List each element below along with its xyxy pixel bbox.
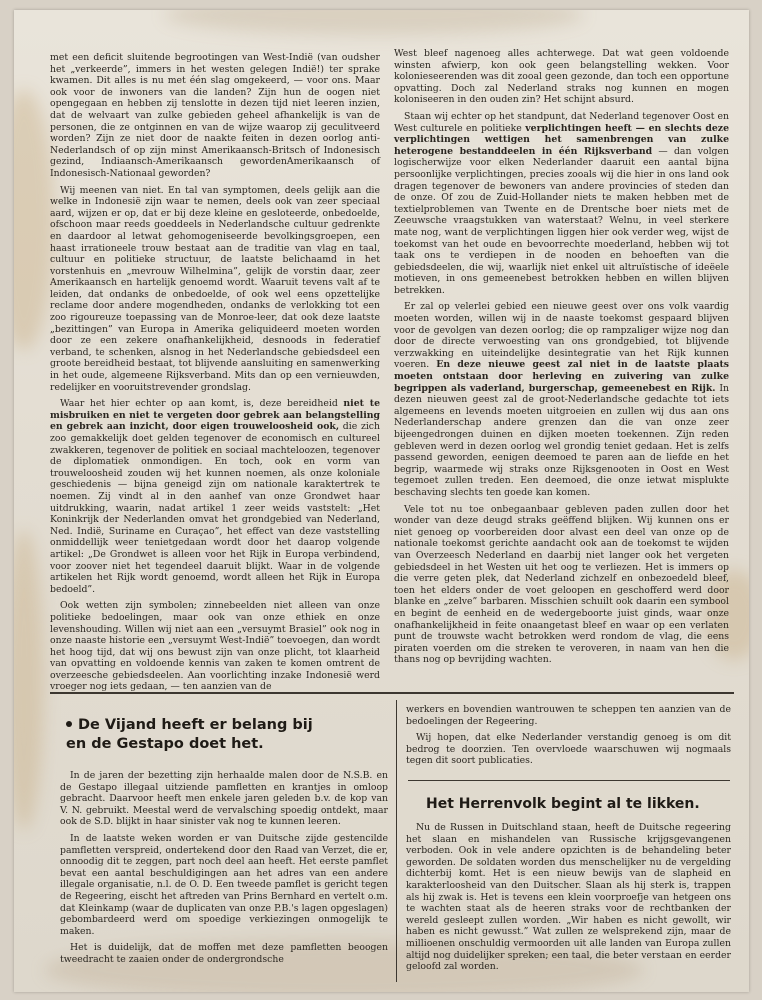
paragraph: Ook wetten zijn symbolen; zinnebeelden niet alleen van onze politieke bedoelingen, maar ook van onze ethiek en onze levenshouding. Willen wij niet aan een „versuymt Brasiel” ook nog in onze naaste historie een „versuymt West-Indië” toevoegen, dan wordt het hoog tijd, dat wij ons bewust zijn van onze plicht, tot klaarheid van opvatting en voldoende kennis van zaken te komen omtrent de overzeesche gebiedsdeelen. Aan voorlichting inzake Indonesië werd vroeger nog iets gedaan, — ten aanzien van de: [50, 600, 380, 693]
paragraph: Wij hopen, dat elke Nederlander verstandig genoeg is om dit bedrog te doorzien. Ten overvloede waarschuwen wij nogmaals tegen dit soort publicaties.: [406, 732, 731, 767]
herrenvolk-article-body: [406, 822, 731, 978]
newspaper-page: [14, 10, 749, 992]
gestapo-article-continuation: [406, 704, 731, 772]
herrenvolk-headline: Het Herrenvolk begint al te likken.: [426, 796, 700, 812]
horizontal-rule: [50, 692, 734, 694]
paragraph: werkers en bovendien wantrouwen te scheppen ten aanzien van de bedoelingen der Regeering.: [406, 704, 731, 727]
vertical-rule: [396, 700, 397, 982]
column-left-top: [50, 52, 380, 698]
paragraph: In de jaren der bezetting zijn herhaalde malen door de N.S.B. en de Gestapo illegaal uitziende pamfletten en krantjes in omloop gebracht. Daarvoor heeft men enkele jaren geleden b.v. de kop van V. N. gebruikt. Meestal werd de vervalsching spoedig ontdekt, maar ook de S.D. blijkt in haar sinister vak nog te kunnen leeren.: [60, 770, 388, 828]
paragraph: Nu de Russen in Duitschland staan, heeft de Duitsche regeering het slaan en mishandelen van Russische krijgsgevangenen verboden. Ook in vele andere opzichten is de behandeling beter geworden. De soldaten worden dus menschelijker nu de vergelding dichterbij komt. Het is een nieuw bewijs van de slapheid en karakterloosheid van den Duitscher. Slaan als hij sterk is, trappen als hij zwak is. Het is tevens een klein voorproefje van hetgeen ons te wachten staat als de heeren straks voor de rechtbanken der wereld gesleept zullen worden. „Wir haben es nicht gewollt, wir haben es nicht gewusst.” Wat zullen ze welsprekend zijn, maar de millioenen onschuldig vermoorden uit alle landen van Europa zullen altijd nog duidelijker spreken; een taal, die beter verstaan en eerder geloofd zal worden.: [406, 822, 731, 973]
column-right-top: [394, 48, 729, 671]
section-rule: [408, 780, 730, 781]
gestapo-article-body: [60, 770, 388, 971]
paragraph: Waar het hier echter op aan komt, is, deze bereidheid niet te misbruiken en niet te vergeten door gebrek aan belangstelling en gebrek aan inzicht, door eigen trouweloosheid ook, die zich zoo gemakkelijk doet gelden tegenover de economisch en cultureel zwakkeren, tegenover de politiek en sociaal machteloozen, tegenover de diplomatiek onmondigen. En toch, ook en vorm van trouweloosheid zouden wij het kunnen noemen, als onze koloniale geschiedenis — bijna geneigd zijn om nationale karaktertrek te noemen. Zij vindt al in den aanhef van onze Grondwet haar uitdrukking, waarin, nadat artikel 1 zeer weids vaststelt: „Het Koninkrijk der Nederlanden omvat het grondgebied van Nederland, Ned. Indië, Suriname en Curaçao”, het effect van deze vaststelling onmiddellijk weer tenietgedaan wordt door het daarop volgende artikel: „De Grondwet is alleen voor het Rijk in Europa verbindend, voor zoover niet het tegendeel daaruit blijkt. Waar in de volgende artikelen het Rijk wordt genoemd, wordt alleen het Rijk in Europa bedoeld”.: [50, 398, 381, 595]
gestapo-headline: De Vijand heeft er belang bij en de Gestapo doet het.: [66, 717, 313, 752]
paragraph: In de laatste weken worden er van Duitsche zijde gestencilde pamfletten verspreid, ondertekend door den Raad van Verzet, die er, onnoodig dit te zeggen, part noch deel aan heeft. Het eerste pamflet bevat een aantal beschuldigingen aan het adres van een andere illegale organisatie, n.l. de O. D. Een tweede pamflet is gericht tegen de Regeering, eischt het aftreden van Prins Bernhard en vertelt o.m. dat Kleinkamp (waar de duplicaten van onze P.B.'s lagen opgeslagen) gebombardeerd werd om spoedige verkiezingen onmogelijk te maken.: [60, 832, 388, 937]
paragraph: Het is duidelijk, dat de moffen met deze pamfletten beoogen tweedracht te zaaien onder de ondergrondsche: [60, 942, 388, 965]
paragraph: Wij meenen van niet. En tal van symptomen, deels gelijk aan die welke in Indonesië zijn waar te nemen, deels ook van zeer speciaal aard, wijzen er op, dat er bij deze kleine en gesloteerde, onbedoelde, ofschoon maar reeds goeddeels in Nederlandsche cultuur gedrenkte en daardoor al letwat gehomogeniseerde bevolkingsgroepen, een haast irrationeele trouw bestaat aan de traditie van vlag en taal, cultuur en politieke structuur, de laatste belichaamd in het vorstenhuis en „mevrouw Wilhelmina”, gelijk de vorstin daar, zeer Amerikaansch en hartelijk genoemd wordt. Waaruit tevens valt af te leiden, dat ondanks de onbedoelde, of ook wel eens opzettelijke reclame door andere mogendheden, ondanks de verlokking tot een zoo rigoureuze toepassing van de Monroe-leer, dat ook deze laatste „bezittingen” van Europa in Amerika geliquideerd moeten worden door ze een zekere onafhankelijkheid, desnoods in federatief verband, te schenken, alsnog in het Nederlandsche gebiedsdeel een groote bereidheid bestaat, tot blijvende aansluiting en samenwerking in het oude, algemeene Rijksverband. Mits dan op een vernieuwden, redelijker en vooruitstrevender grondslag.: [50, 184, 380, 393]
paragraph: Staan wij echter op het standpunt, dat Nederland tegenover Oost en West culturele en politieke verplichtingen heeft — en slechts deze verplichtingen wettigen het samenbrengen van zulke heterogene bestanddeelen in één Rijksverband — dan volgen logischerwijze voor elken Nederlander daaruit een aantal bijna persoonlijke verplichtingen, precies zooals wij die hier in ons land ook dragen tegenover de bewoners van andere provincies of steden dan de onze. Of zou de Zuid-Hollander niets te maken hebben met de textielproblemen van Twente en de Drentsche boer niets met de Zeeuwsche vraagstukken van waterstaat? Welnu, in veel sterkere mate nog, want de verplichtingen liggen hier ook verder weg, wijst de toekomst van het oude en bevoorrechte moederland, hebben wij tot taak ons te verdiepen in de nooden en behoeften van die gebiedsdeelen, die wij, waarlijk niet enkel uit altruïstische of ideëele motieven, in ons gemeenebest betrokken hebben en willen blijven betrekken.: [394, 110, 729, 296]
paragraph: Er zal op velerlei gebied een nieuwe geest over ons volk vaardig moeten worden, willen wij in de naaste toekomst gespaard blijven voor de gevolgen van dezen oorlog; die op rampzaliger wijze nog dan door de directe verwoesting van ons grondgebied, tot blijvende verzwakking en uiteindelijke desintegratie van het Rijk kunnen voeren. En deze nieuwe geest zal niet in de laatste plaats moeten ontstaan door herleving en zuivering van zulke begrippen als vaderland, burgerschap, gemeenebest en Rijk. In dezen nieuwen geest zal de groot-Nederlandsche gedachte tot iets algemeens en levends moeten uitgroeien en zullen wij dus aan ons Nederlanderschap andere grenzen dan die van onze zeer bijeengedrongen duinen en dijken moeten toekennen. Zijn reden gebleven werd in dezen oorlog wel grondig teniet gedaan. Het is zelfs passend geworden, eenigen deemoed te paren aan de liefde en het begrip, waarmede wij straks onze Rijksgenooten in Oost en West tegemoet zullen treden. Een deemoed, die onze ietwat misplukte beschaving slechts ten goede kan komen.: [394, 301, 729, 498]
paragraph: West bleef nagenoeg alles achterwege. Dat wat geen voldoende winsten afwierp, kon ook geen belangstelling wekken. Voor kolonieseerenden was dit zooal geen gezonde, dan toch een opportune opvatting. Doch zal Nederland straks nog kunnen en mogen koloniseeren in den ouden zin? Het schijnt absurd.: [394, 48, 729, 106]
paragraph: Vele tot nu toe onbegaanbaar gebleven paden zullen door het wonder van deze deugd straks geëffend blijken. Wij kunnen ons er niet genoeg op voorbereiden door alvast een deel van onze op de nationale toekomst gerichte aandacht ook aan de toekomst te wijden van Overzeesch Nederland en daarbij niet langer ook het vergeten gebiedsdeel in het Westen uit het oog te verliezen. Het is immers op die verre geten plek, dat Nederland zichzelf en onbezoedeld bleef, toen het elders onder de voet geloopen en geschofferd werd door blanke en „zelve” barbaren. Misschien schuilt ook daarin een symbool en begint de eenheid en de wedergeboorte juist ginds, waar onze onafhankelijkheid in feite onaangetast bleef en waar op een verlaten punt de trouwste wacht betrokken werd rondom de vlag, die eens piraten voerden om die streken te veroveren, in naam van hen die thans nog op bevrijding wachten.: [394, 503, 729, 666]
paragraph: met een deficit sluitende begrootingen van West-Indië (van oudsher het „verkeerde”, immers in het westen gelegen Indië!) ter sprake kwamen. Dit alles is nu met één slag omgekeerd, — voor ons. Maar ook voor de inwoners van die landen? Zijn hun de oogen niet opengegaan en hebben zij tenslotte in dezen tijd niet leeren inzien, dat de welvaart van zulke gebieden geheel afhankelijk is van de personen, die ze ontginnen en van de wijze waarop zij geculitveerd worden? Zijn ze niet door de naakte feiten in dezen oorlog anti-Nederlandsch of op zijn minst Amerikaansch-Britsch of Indonesisch gezind, Indiaansch-Amerikaansch gewordenAmerikaansch of Indonesisch-Nationaal geworden?: [50, 52, 380, 179]
bullet-icon: [66, 721, 72, 727]
